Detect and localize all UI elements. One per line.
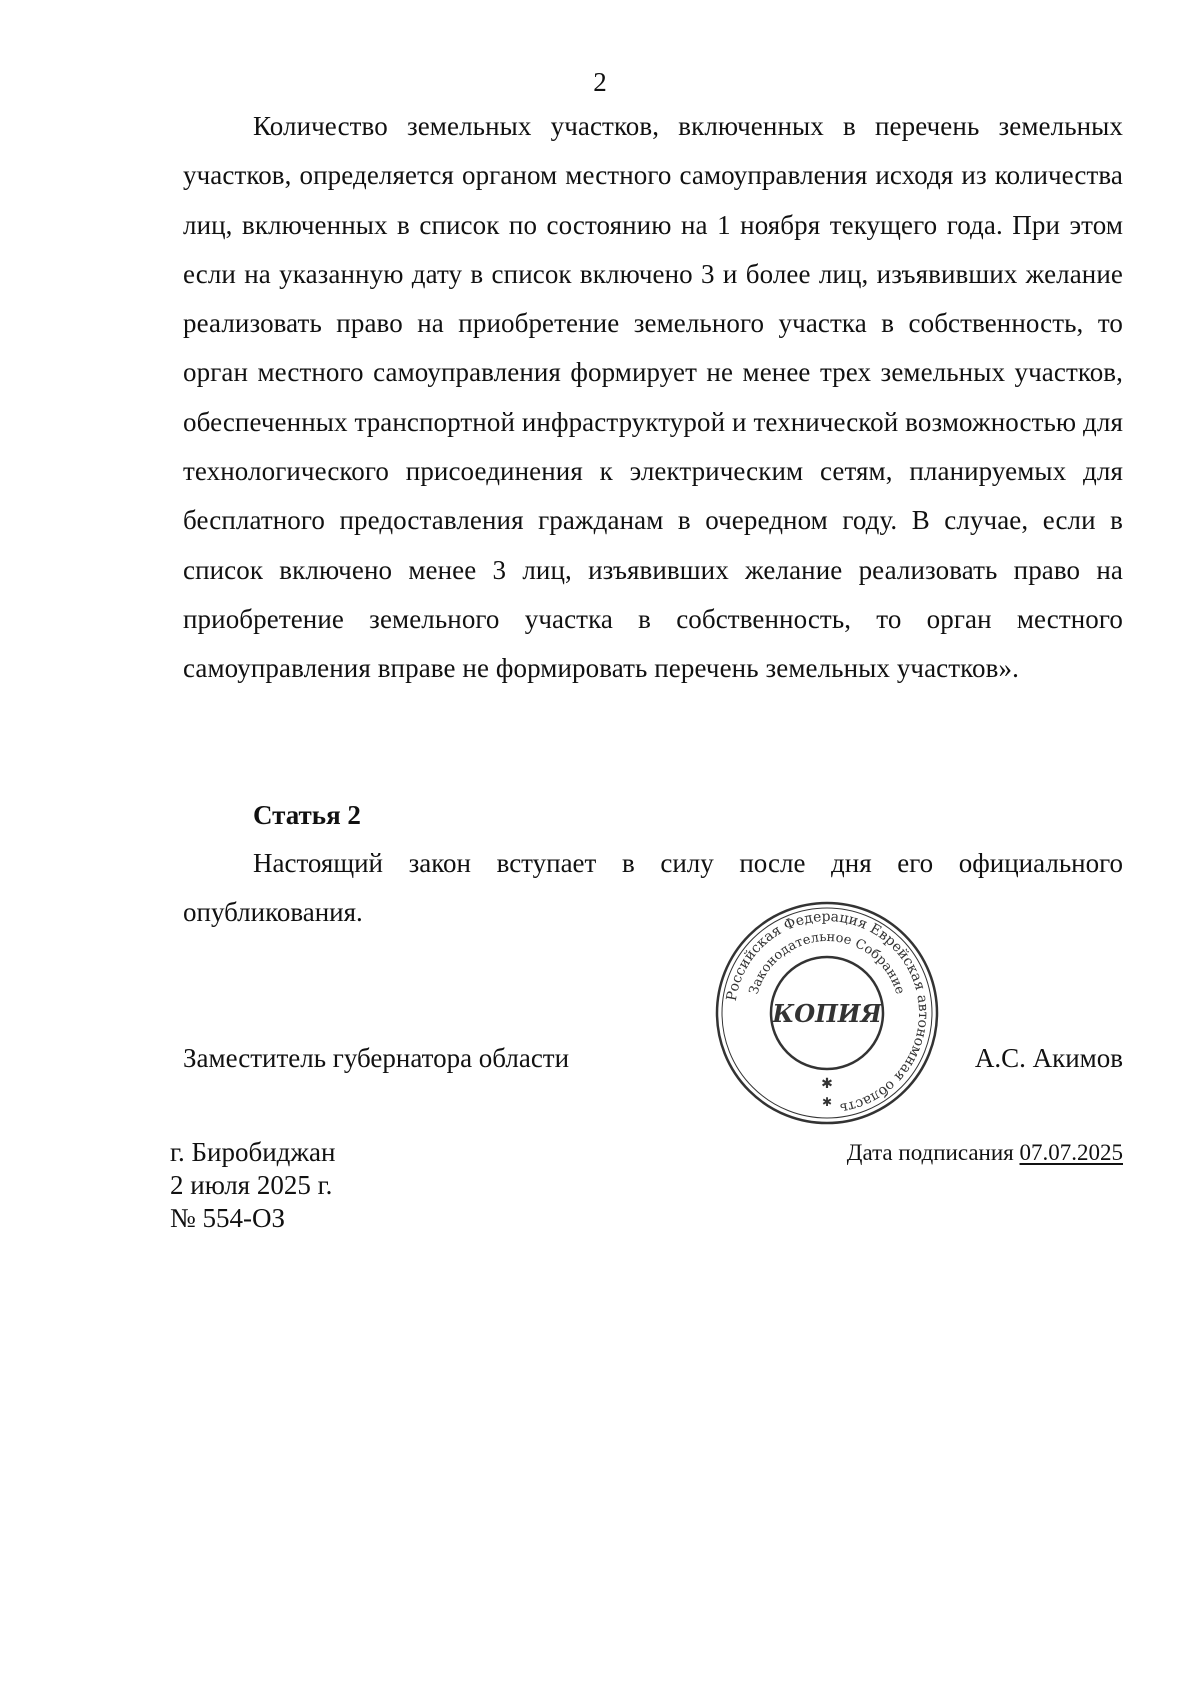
signer-name: А.С. Акимов (974, 1043, 1123, 1073)
article-heading: Статья 2 (253, 800, 361, 830)
place-date-block (170, 1136, 336, 1235)
signer-position: Заместитель губернатора области (183, 1043, 570, 1073)
law-number: № 554-ОЗ (170, 1203, 286, 1233)
signing-date-value: 07.07.2025 (1019, 1140, 1123, 1165)
signing-date-label: Дата подписания (846, 1140, 1014, 1165)
seal-outer-text: Российская Федерация Еврейская автономная область (723, 908, 932, 1117)
seal-star-icon: ✱ (821, 1095, 833, 1109)
main-paragraph: Количество земельных участков, включенных в перечень земельных участков, определяется органом местного самоуправления исходя из количества лиц, включенных в список по состоянию на 1 ноября текущего года. При этом если на указанную дату в список включено 3 и более лиц, изъявивших желание реализовать право на приобретение земельного участка в собственность, то орган местного самоуправления формирует не менее трех земельных участков, обеспеченных транспортной инфраструктурой и технической возможностью для технологического присоединения к электрическим сетям, планируемых для бесплатного предоставления гражданам в очередном году. В случае, если в список включено менее 3 лиц, изъявивших желание реализовать право на приобретение земельного участка в собственность, то орган местного самоуправления вправе не формировать перечень земельных участков». (183, 111, 1123, 684)
seal-center-text: КОПИЯ (772, 999, 882, 1028)
law-date: 2 июля 2025 г. (170, 1170, 333, 1200)
seal-inner-text: Законодательное Собрание (746, 929, 908, 997)
article-text: Настоящий закон вступает в силу после дня его официального опубликования. (183, 848, 1123, 928)
city: г. Биробиджан (170, 1137, 336, 1167)
signing-date (847, 1138, 1123, 1168)
official-seal (712, 898, 942, 1128)
page-number: 2 (593, 67, 607, 97)
seal-star-icon: ✱ (821, 1077, 833, 1092)
